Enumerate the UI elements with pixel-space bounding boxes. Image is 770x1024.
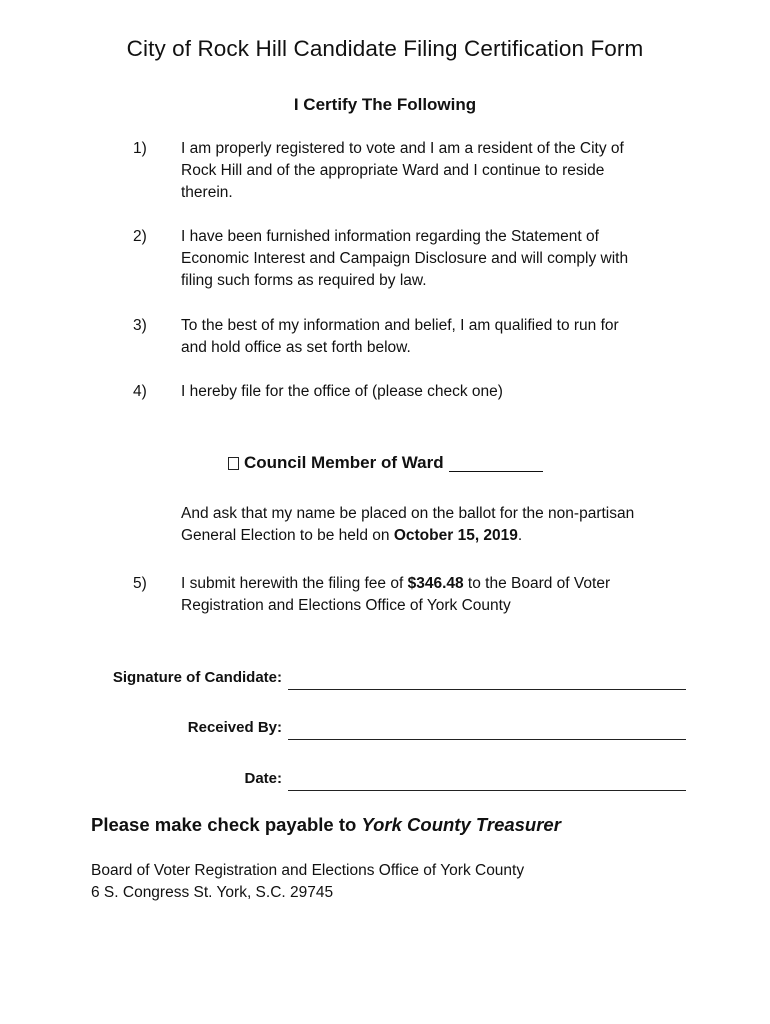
- item-line: Rock Hill and of the appropriate Ward and I continue to reside: [181, 162, 605, 179]
- item-line: I have been furnished information regarding the Statement of: [181, 228, 599, 245]
- fee-prefix: I submit herewith the filing fee of: [181, 575, 408, 592]
- mailing-address: [91, 860, 524, 904]
- item-line: and hold office as set forth below.: [181, 339, 411, 356]
- council-member-label: Council Member of Ward: [244, 453, 444, 472]
- item-line: To the best of my information and belief, I am qualified to run for: [181, 317, 619, 334]
- item-number: 1): [133, 140, 147, 157]
- ward-number-blank[interactable]: [449, 455, 543, 472]
- ballot-line-1: And ask that my name be placed on the ballot for the non-partisan: [181, 505, 635, 522]
- item-line: [181, 573, 661, 595]
- item-line: filing such forms as required by law.: [181, 272, 427, 289]
- item-text: [181, 315, 661, 359]
- fee-suffix: to the Board of Voter: [463, 575, 611, 592]
- ballot-line-2-prefix: General Election to be held on: [181, 527, 394, 544]
- form-title: City of Rock Hill Candidate Filing Certification Form: [126, 36, 644, 61]
- address-line-2: 6 S. Congress St. York, S.C. 29745: [91, 884, 334, 901]
- ballot-line-2-suffix: .: [517, 527, 523, 544]
- received-by-label: Received By:: [187, 719, 282, 736]
- council-member-checkbox[interactable]: [228, 457, 239, 470]
- item-text: [181, 573, 661, 617]
- form-subtitle: I Certify The Following: [293, 95, 477, 114]
- date-field[interactable]: [288, 790, 686, 791]
- payable-instruction: [91, 814, 561, 836]
- item-line: I hereby file for the office of (please check one): [181, 383, 503, 400]
- item-number: 3): [133, 317, 147, 334]
- item-number: 4): [133, 383, 147, 400]
- received-by-field[interactable]: [288, 739, 686, 740]
- item-text: [181, 138, 661, 204]
- ballot-line-2: [181, 525, 681, 547]
- election-date: October 15, 2019: [393, 527, 518, 544]
- ballot-paragraph: [181, 503, 681, 547]
- item-text: [181, 381, 661, 403]
- payable-prefix: Please make check payable to: [91, 814, 362, 835]
- item-text: [181, 226, 661, 292]
- signature-candidate-field[interactable]: [288, 689, 686, 690]
- signature-candidate-row: [60, 669, 690, 693]
- item-line: Registration and Elections Office of York County: [181, 597, 511, 614]
- filing-fee: $346.48: [407, 575, 464, 592]
- item-line: I am properly registered to vote and I am a resident of the City of: [181, 140, 624, 157]
- received-by-row: [60, 719, 690, 743]
- item-line: therein.: [181, 184, 233, 201]
- date-row: [60, 770, 690, 794]
- council-member-option: [228, 453, 543, 473]
- address-line-1: Board of Voter Registration and Elections Office of York County: [91, 862, 525, 879]
- payee-name: York County Treasurer: [361, 814, 561, 835]
- item-number: 2): [133, 228, 147, 245]
- item-number: 5): [133, 575, 147, 592]
- date-label: Date:: [244, 770, 282, 787]
- item-line: Economic Interest and Campaign Disclosure and will comply with: [181, 250, 629, 267]
- signature-candidate-label: Signature of Candidate:: [112, 669, 282, 686]
